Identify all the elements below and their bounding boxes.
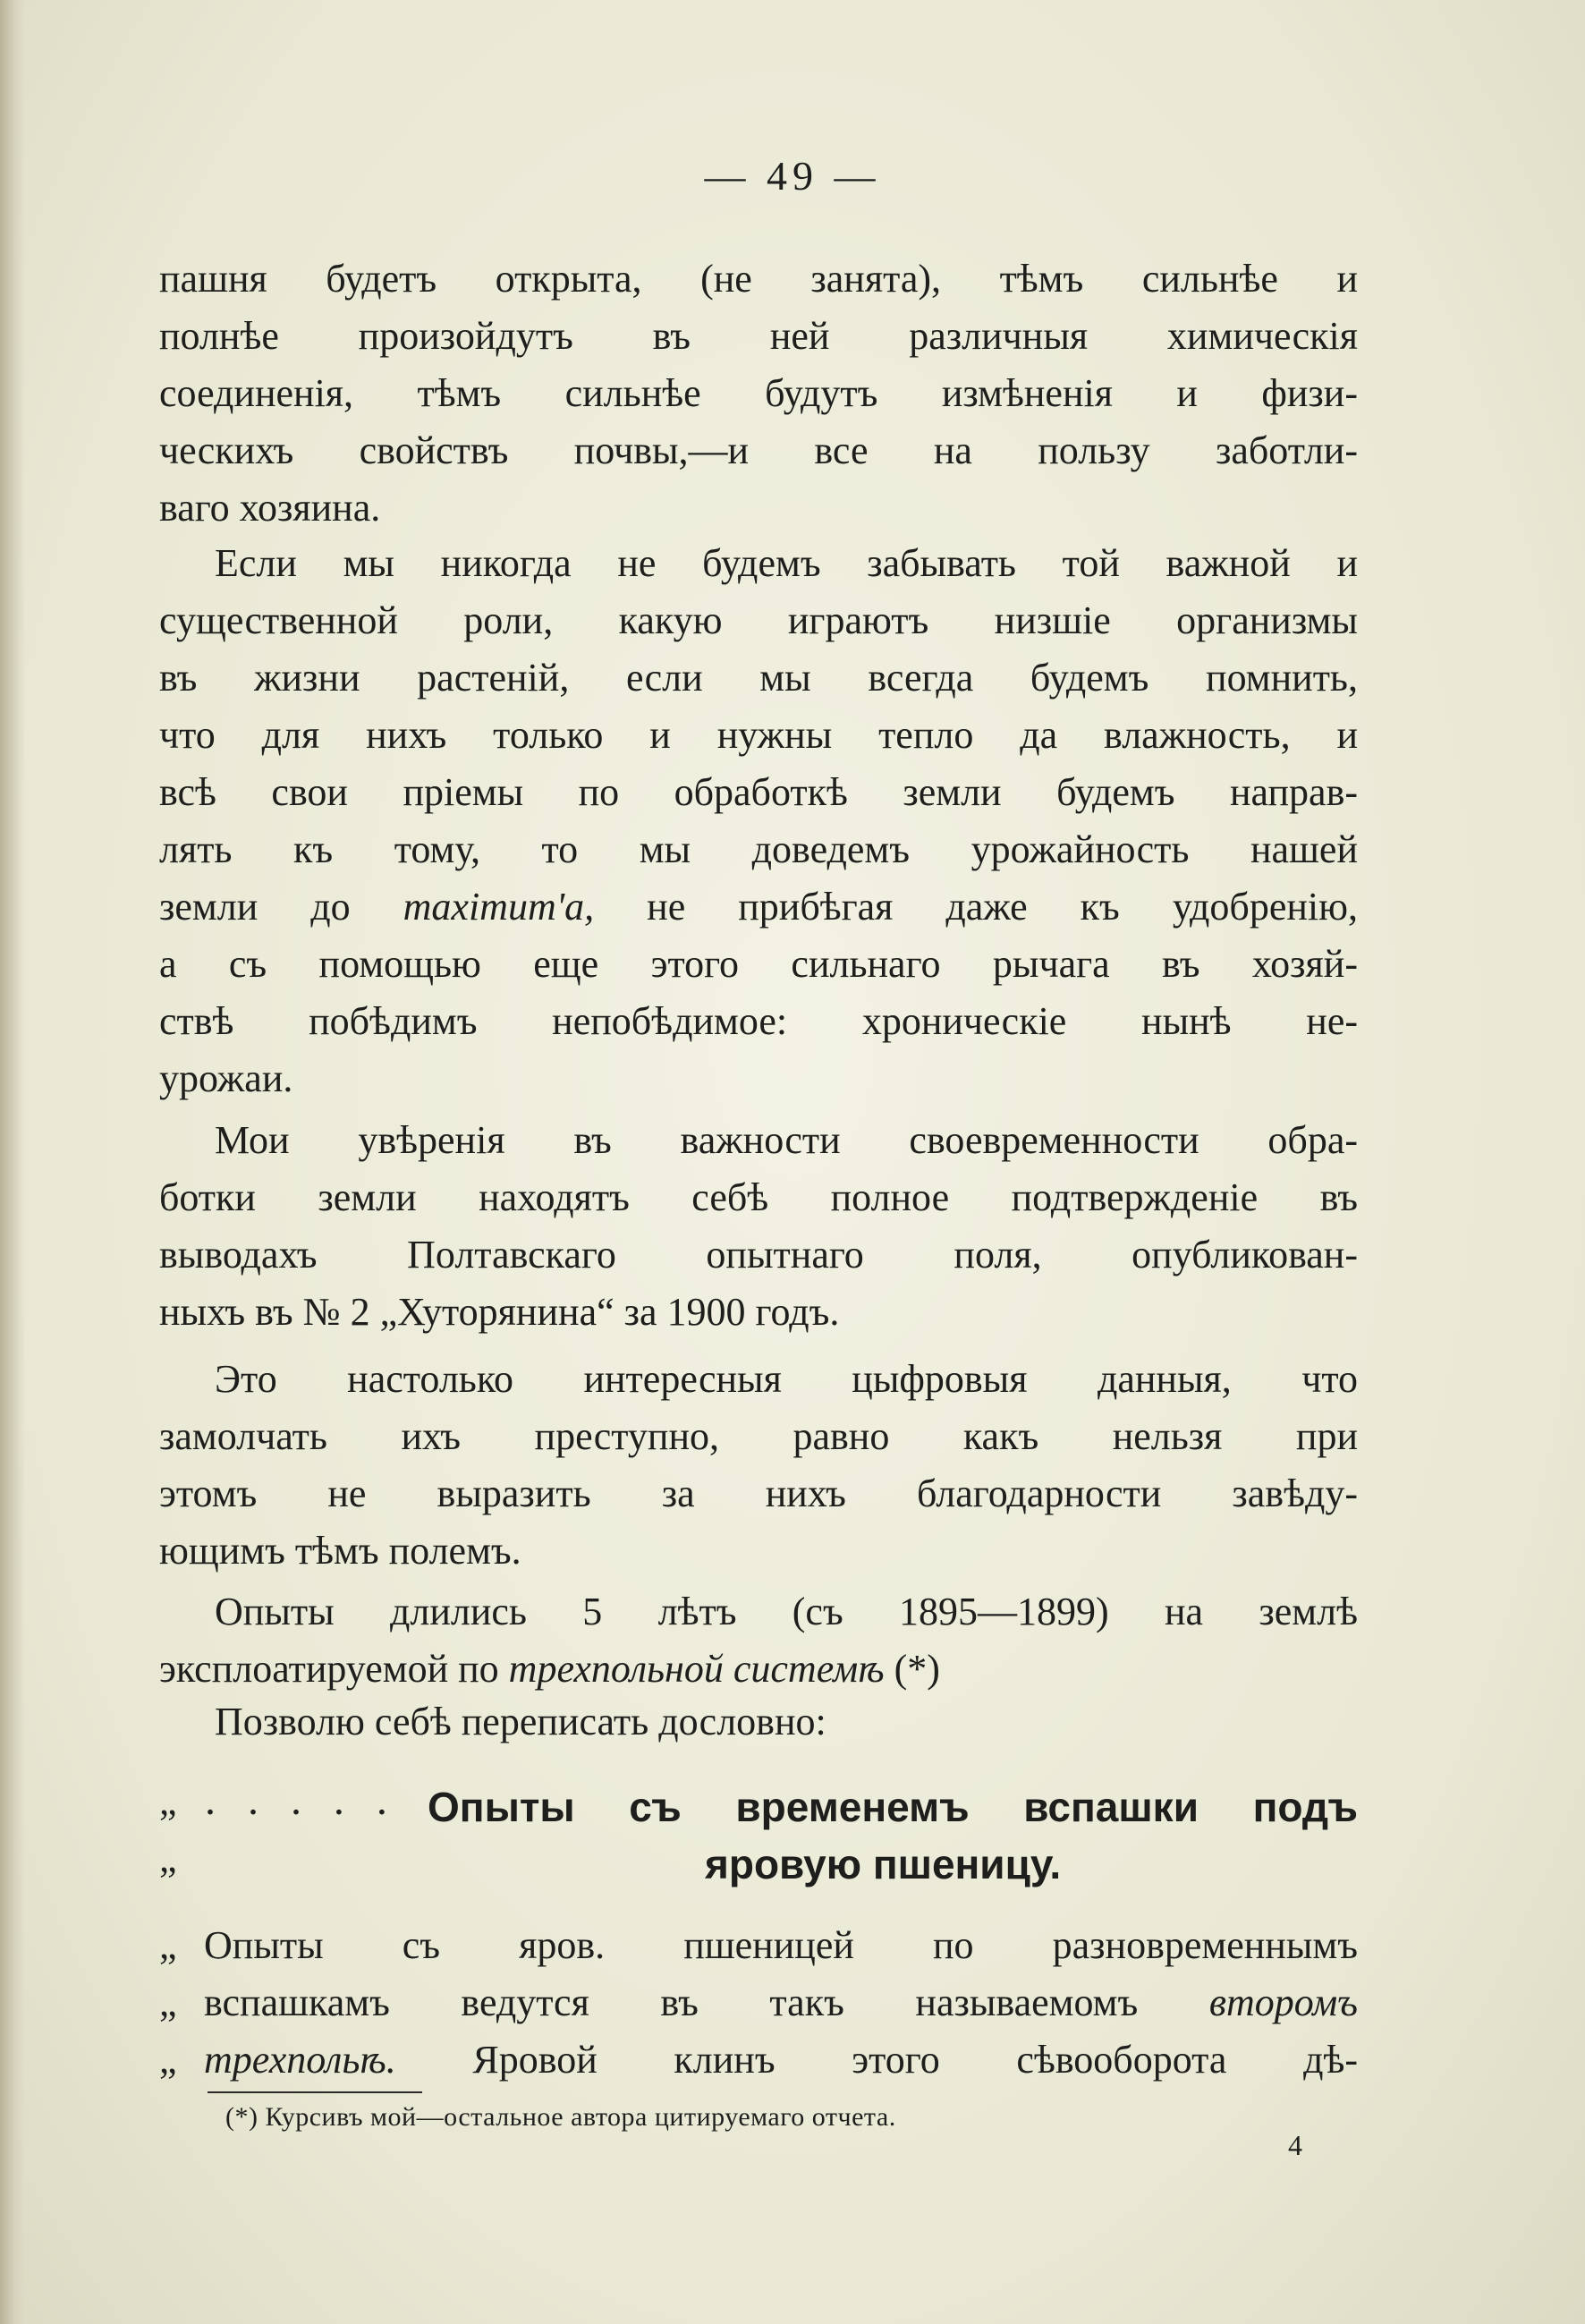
italic-term: трехпольѣ. <box>204 2038 396 2082</box>
paragraph-6 <box>159 1693 1358 1751</box>
text-line: Позволю себѣ переписать дословно: <box>215 1700 826 1743</box>
section-title <box>428 1778 1358 1893</box>
text-line: ваго хозяина. <box>159 486 381 530</box>
paragraph-7-quote <box>159 1917 1358 2089</box>
text-line: всѣ свои пріемы по обработкѣ земли будемъ направ- <box>159 770 1358 814</box>
quote-mark: „ <box>159 2038 177 2082</box>
quoted-line <box>159 1974 1358 2031</box>
text-line: лять къ тому, то мы доведемъ урожайность нашей <box>159 827 1358 871</box>
text-line: полнѣе произойдутъ въ ней различныя химическія <box>159 314 1358 358</box>
italic-term: maximum'а, <box>403 885 595 929</box>
paragraph-5 <box>159 1583 1358 1698</box>
text-line: Если мы никогда не будемъ забывать той важной и <box>215 541 1358 585</box>
text-line: ющимъ тѣмъ полемъ. <box>159 1529 521 1573</box>
quoted-line <box>159 1917 1358 1974</box>
text-line: что для нихъ только и нужны тепло да влажность, и <box>159 713 1358 757</box>
text-line-mixed <box>159 878 1358 936</box>
footnote-reference: (*) <box>894 1647 940 1691</box>
text-fragment: Опыты съ яров. пшеницей по разновременнымъ <box>204 1923 1358 1967</box>
quote-mark: „ <box>159 1923 177 1967</box>
paragraph-4 <box>159 1351 1358 1580</box>
footnote: (*) Курсивъ мой—остальное автора цитируемаго отчета. <box>225 2102 896 2132</box>
text-fragment: эксплоатируемой по <box>159 1647 499 1691</box>
italic-term: трехпольной системѣ <box>508 1647 885 1691</box>
text-fragment: вспашкамъ ведутся въ такъ называемомъ <box>204 1980 1139 2024</box>
text-line: ствѣ побѣдимъ непобѣдимое: хроническіе нынѣ не- <box>159 999 1358 1043</box>
text-fragment: земли до <box>159 885 351 929</box>
italic-term: второмъ <box>1208 1980 1359 2024</box>
quoted-line <box>159 2031 1358 2089</box>
section-title-line: Опыты съ временемъ вспашки подъ <box>428 1784 1358 1830</box>
quote-mark: „ <box>159 1980 177 2024</box>
text-line: а съ помощью еще этого сильнаго рычага въ хозяй- <box>159 942 1358 986</box>
quote-mark: „ <box>159 1779 177 1823</box>
quote-mark: „ <box>159 1836 177 1880</box>
text-line: Это настолько интересныя цыфровыя данныя, что <box>215 1357 1358 1401</box>
page-binding-edge <box>0 0 25 2324</box>
text-fragment: не прибѣгая даже къ удобренію, <box>647 885 1358 929</box>
text-line-mixed <box>159 1641 1358 1698</box>
text-line: этомъ не выразить за нихъ благодарности завѣду- <box>159 1472 1358 1515</box>
paragraph-2 <box>159 535 1358 1107</box>
text-line: въ жизни растеній, если мы всегда будемъ помнить, <box>159 656 1358 700</box>
text-line: замолчать ихъ преступно, равно какъ нельзя при <box>159 1414 1358 1458</box>
text-line: ныхъ въ № 2 „Хуторянина“ за 1900 годъ. <box>159 1290 840 1334</box>
text-line: пашня будетъ открыта, (не занята), тѣмъ сильнѣе и <box>159 257 1358 301</box>
text-line: ческихъ свойствъ почвы,—и все на пользу заботли- <box>159 428 1358 472</box>
ellipsis-dots: . . . . . <box>204 1778 397 1824</box>
page-number: — 49 — <box>704 153 881 199</box>
text-line: урожаи. <box>159 1056 293 1100</box>
text-line: соединенія, тѣмъ сильнѣе будутъ измѣненія и физи- <box>159 371 1358 415</box>
paragraph-3 <box>159 1112 1358 1341</box>
paragraph-1 <box>159 250 1358 537</box>
text-line: Мои увѣренія въ важности своевременности обра- <box>215 1118 1358 1162</box>
signature-mark: 4 <box>1288 2129 1302 2161</box>
section-title-line: яровую пшеницу. <box>705 1841 1062 1887</box>
quoted-heading <box>159 1778 1358 1895</box>
text-line: выводахъ Полтавскаго опытнаго поля, опубликован- <box>159 1233 1358 1277</box>
text-fragment: Яровой клинъ этого сѣвооборота дѣ- <box>472 2038 1358 2082</box>
footnote-divider <box>208 2091 422 2093</box>
text-line: Опыты длились 5 лѣтъ (съ 1895—1899) на землѣ <box>215 1590 1358 1633</box>
text-line: ботки земли находятъ себѣ полное подтвержденіе въ <box>159 1175 1358 1219</box>
text-line: существенной роли, какую играютъ низшіе организмы <box>159 598 1358 642</box>
